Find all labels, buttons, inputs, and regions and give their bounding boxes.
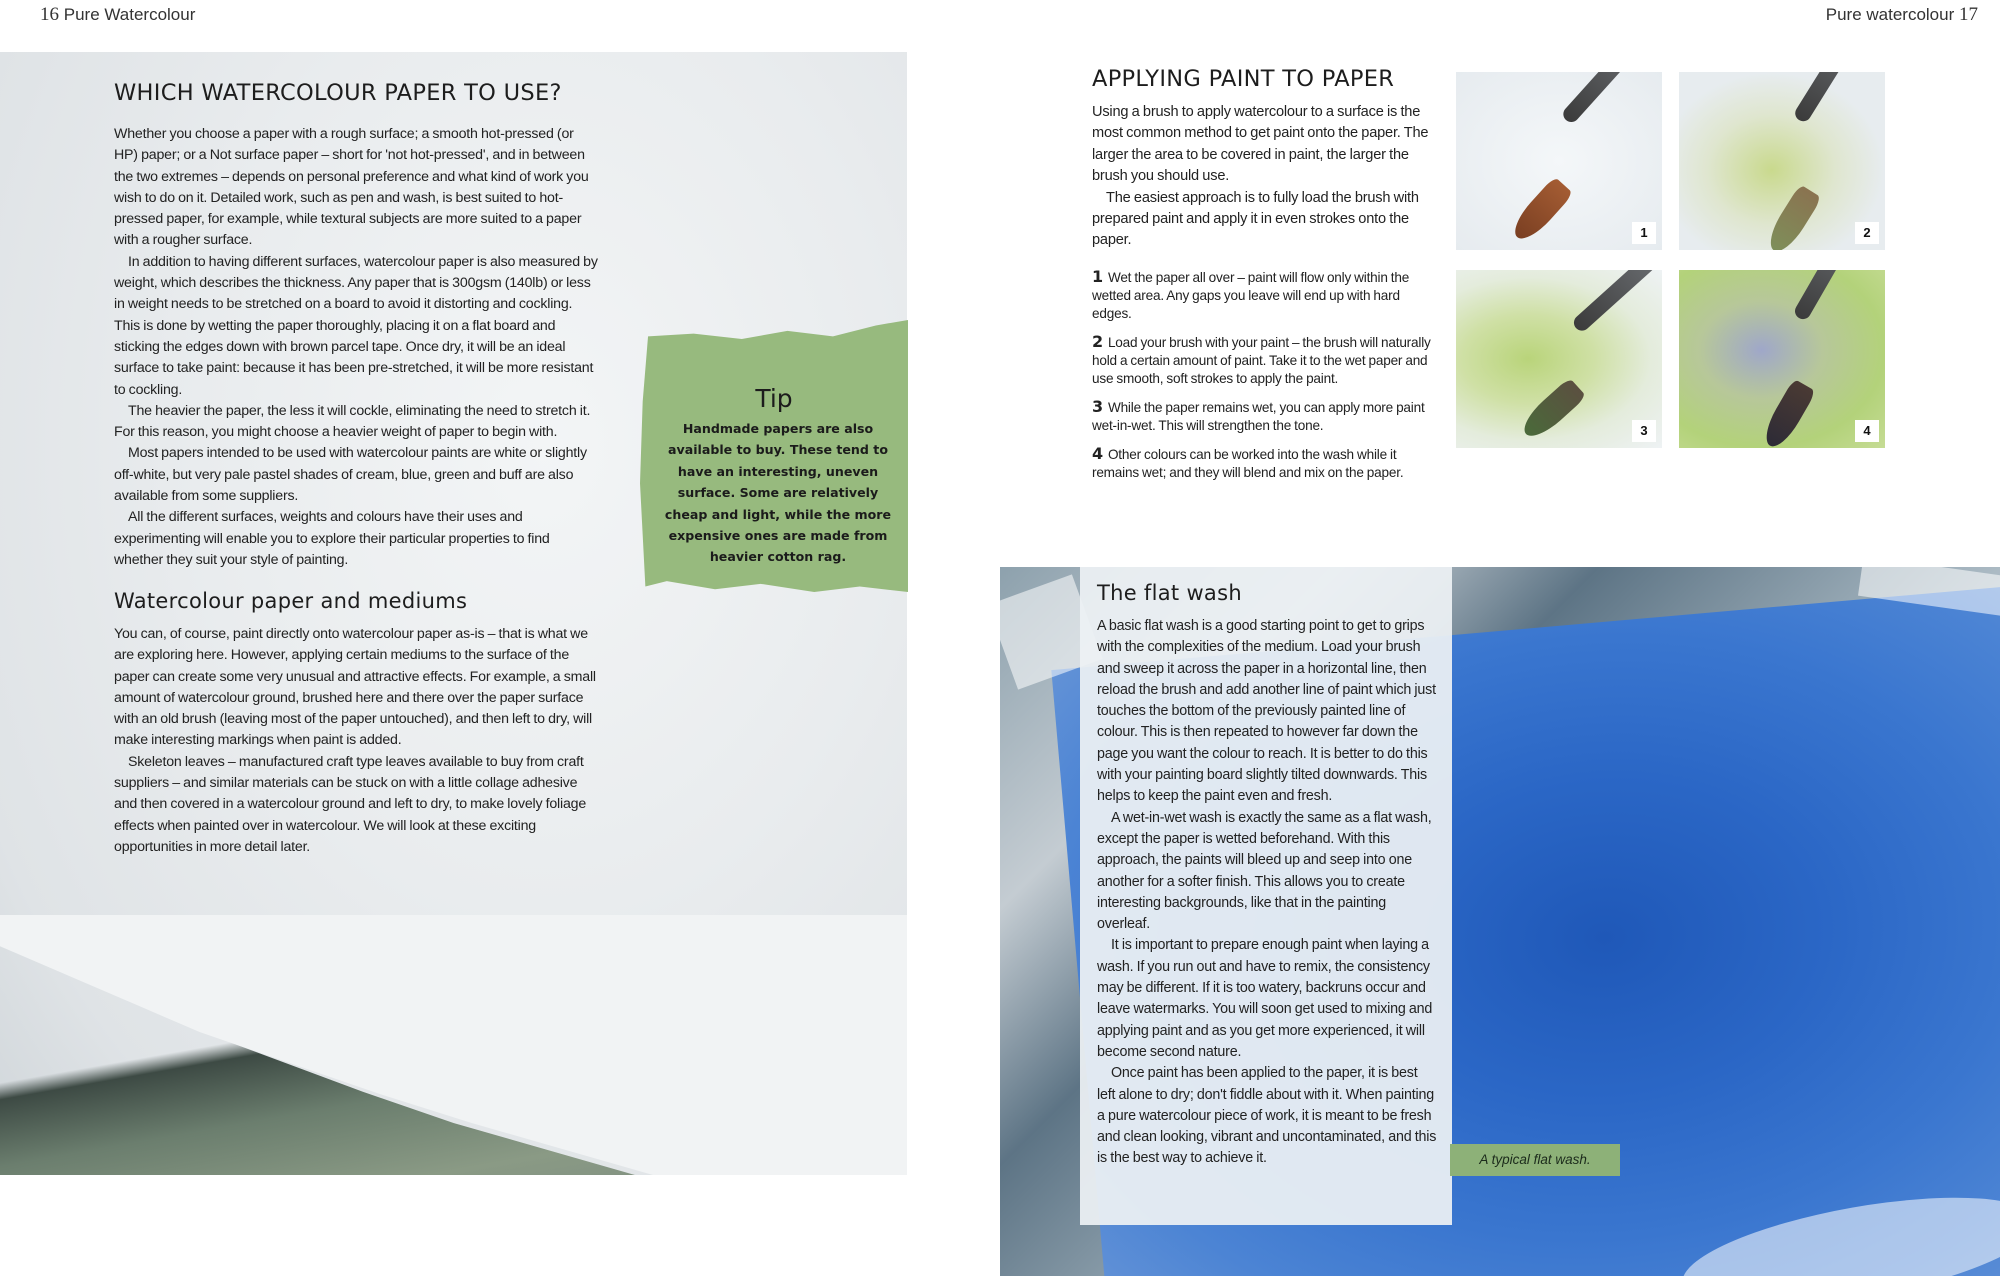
section-flat-wash-body <box>1097 616 1437 1170</box>
photo-caption: A typical flat wash. <box>1450 1144 1620 1176</box>
paragraph: You can, of course, paint directly onto watercolour paper as-is – that is what we are exploring here. However, applying certain mediums to the surface of the paper can create some very unusual and attractive effects. For example, a small amount of watercolour ground, brushed here and there over the paper surface with an old brush (leaving most of the paper untouched), and then left to dry, will make interesting markings when paint is added. <box>114 626 596 749</box>
brush-handle <box>1560 72 1662 125</box>
right-running-head <box>1826 4 1978 26</box>
paragraph: Whether you choose a paper with a rough surface; a smooth hot-pressed (or HP) paper; or a Not surface paper – short for 'not hot-pressed', and in between the two extremes – depends on personal preference and what kind of work you wish to do on it. Detailed work, such as pen and wash, is best suited to hot-pressed paper, for example, while textural subjects are more suited to a paper with a rougher surface. <box>114 126 589 249</box>
tip-text: Handmade papers are also available to buy. These tend to have an interesting, uneven surface. Some are relatively cheap and light, while the more expensive ones are made from heavier cotton rag. <box>664 421 892 565</box>
paragraph: Most papers intended to be used with watercolour paints are white or slightly off-white, but very pale pastel shades of cream, blue, green and buff are also available from some suppliers. <box>114 445 587 505</box>
brush-tip <box>1517 377 1586 443</box>
paragraph: The heavier the paper, the less it will cockle, eliminating the need to stretch it. For this reason, you might choose a heavier weight of paper to begin with. <box>114 402 591 441</box>
step-text: While the paper remains wet, you can apply more paint wet-in-wet. This will strengthen the tone. <box>1092 400 1425 433</box>
right-page-number: 17 <box>1959 4 1978 25</box>
right-running-title: Pure watercolour <box>1825 5 1955 24</box>
step-item <box>1092 333 1432 388</box>
step-number: 2 <box>1092 332 1103 351</box>
paragraph: In addition to having different surfaces, watercolour paper is also measured by weight, which describes the thickness. Any paper that is 300gsm (140lb) or less in weight needs to be stretched on a board to avoid it distorting and cockling. This is done by wetting the paper thoroughly, placing it on a flat board and sticking the edges down with brown parcel tape. Once dry, it will be an ideal surface to take paint: because it has been pre-stretched, it will be more resistant to cockling. <box>114 253 598 398</box>
section-mediums-body <box>114 624 600 858</box>
steps-list <box>1092 268 1432 492</box>
tip-title: Tip <box>755 384 793 413</box>
step-text: Load your brush with your paint – the brush will naturally hold a certain amount of paint. Take it to the wet paper and use smooth, soft strokes to apply the paint. <box>1092 335 1431 386</box>
step-number: 4 <box>1092 444 1103 463</box>
paragraph: It is important to prepare enough paint when laying a wash. If you run out and have to remix, the consistency may be different. If it is too watery, backruns occur and leave watermarks. You will soon get used to mixing and applying paint and as you get more experienced, it will become second nature. <box>1097 937 1433 1060</box>
photo-number: 3 <box>1632 420 1656 442</box>
paragraph: Once paint has been applied to the paper, it is best left alone to dry; don't fiddle about with it. When painting a pure watercolour piece of work, it is meant to be fresh and clean looking, vibrant and uncontaminated, and this is the best way to achieve it. <box>1097 1065 1437 1167</box>
step-photo-3 <box>1456 270 1662 448</box>
section-title-applying: APPLYING PAINT TO PAPER <box>1092 66 1395 92</box>
paragraph: The easiest approach is to fully load the brush with prepared paint and apply it in even strokes onto the paper. <box>1092 189 1419 249</box>
left-running-head <box>40 4 195 26</box>
step-number: 3 <box>1092 397 1103 416</box>
photo-number: 2 <box>1855 222 1879 244</box>
section-paper-body <box>114 124 600 571</box>
step-number: 1 <box>1092 267 1103 286</box>
brush-handle <box>1571 270 1662 334</box>
step-item <box>1092 398 1432 435</box>
photo-number: 4 <box>1855 420 1879 442</box>
step-text: Wet the paper all over – paint will flow only within the wetted area. Any gaps you leave will end up with hard edges. <box>1092 270 1410 321</box>
left-page-number: 16 <box>40 4 59 25</box>
paragraph: Using a brush to apply watercolour to a surface is the most common method to get paint onto the paper. The larger the area to be covered in paint, the larger the brush you should use. <box>1092 104 1429 185</box>
brush-handle <box>1792 270 1885 322</box>
photo-number: 1 <box>1632 222 1656 244</box>
step-photo-4 <box>1679 270 1885 448</box>
section-applying-body <box>1092 102 1432 252</box>
brush-tip <box>1759 379 1817 449</box>
step-item <box>1092 268 1432 323</box>
paragraph: A wet-in-wet wash is exactly the same as a flat wash, except the paper is wetted beforehand. With this approach, the paints will bleed up and seep into one another for a softer finish. This allows you to create interesting backgrounds, like that in the painting overleaf. <box>1097 809 1432 933</box>
brush-tip <box>1763 184 1822 250</box>
section-title-mediums: Watercolour paper and mediums <box>114 589 468 613</box>
step-photo-1 <box>1456 72 1662 250</box>
brush-handle <box>1792 72 1885 124</box>
step-photo-2 <box>1679 72 1885 250</box>
step-item <box>1092 445 1432 482</box>
brush-tip <box>1508 176 1574 245</box>
paragraph: Skeleton leaves – manufactured craft type leaves available to buy from craft suppliers – and similar materials can be stuck on with a little collage adhesive and then covered in a watercolour ground and left to dry, to make lovely foliage effects when painted over in watercolour. We will look at these exciting opportunities in more detail later. <box>114 753 587 855</box>
section-title-paper: WHICH WATERCOLOUR PAPER TO USE? <box>114 80 562 106</box>
step-text: Other colours can be worked into the wash while it remains wet; and they will blend and mix on the paper. <box>1092 447 1404 480</box>
paragraph: All the different surfaces, weights and colours have their uses and experimenting will enable you to explore their particular properties to find whether they suit your style of painting. <box>114 509 550 568</box>
paragraph: A basic flat wash is a good starting point to get to grips with the complexities of the medium. Load your brush and sweep it across the paper in a horizontal line, then reload the brush and add another line of paint which just touches the bottom of the previously painted line of colour. This is then repeated to however far down the page you want the colour to reach. It is better to do this with your painting board slightly tilted downwards. This helps to keep the paint even and fresh. <box>1097 618 1436 805</box>
section-title-flat-wash: The flat wash <box>1097 581 1242 605</box>
left-running-title: Pure Watercolour <box>63 5 196 24</box>
